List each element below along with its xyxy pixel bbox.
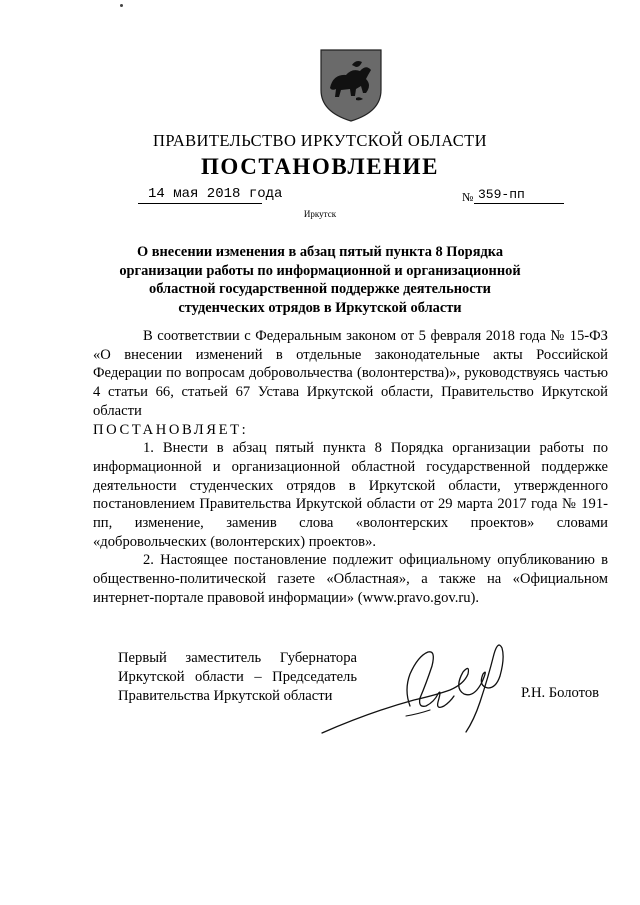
date-underline bbox=[138, 203, 262, 204]
signatory-position-line: Иркутской области – Председатель bbox=[118, 669, 357, 685]
coat-of-arms-icon bbox=[316, 44, 386, 124]
item-2-paragraph: 2. Настоящее постановление подлежит официальному опубликованию в общественно-политической газете «Областная», а также на «Официальном интернет-портале правовой информации» (www.pravo.gov.ru). bbox=[93, 552, 608, 606]
item-1-paragraph: 1. Внести в абзац пятый пункта 8 Порядка организации работы по информационной и организационной областной государственной поддержке деятельности студенческих отрядов в Иркутской области, утвержденного постановлением Правительства Иркутской области от 29 марта 2017 года № 191-пп, изменение, заменив слова «волонтерских проектов» словами «добровольческих (волонтерских) проектов». bbox=[93, 440, 608, 550]
document-heading: О внесении изменения в абзац пятый пункта 8 Порядка организации работы по информационной и организационной областной государственной поддержке деятельности студенческих отрядов в Иркутской области bbox=[119, 244, 521, 316]
document-date: 14 мая 2018 года bbox=[148, 186, 283, 202]
handwritten-signature bbox=[318, 636, 510, 738]
document-number: 359-пп bbox=[478, 187, 525, 202]
preamble-paragraph: В соответствии с Федеральным законом от 5 февраля 2018 года № 15-ФЗ «О внесении изменений в отдельные законодательные акты Российской Федерации по вопросам добровольчества (волонтерства)», руководствуясь частью 4 статьи 66, статьей 67 Устава Иркутской области, Правительство Иркутской области bbox=[93, 328, 608, 419]
document-type: ПОСТАНОВЛЕНИЕ bbox=[200, 154, 440, 179]
number-sign: № bbox=[462, 190, 474, 204]
document-city: Иркутск bbox=[303, 209, 337, 219]
resolves-label: ПОСТАНОВЛЯЕТ: bbox=[93, 421, 249, 438]
document-body bbox=[93, 327, 608, 608]
organization-title: ПРАВИТЕЛЬСТВО ИРКУТСКОЙ ОБЛАСТИ bbox=[153, 131, 487, 150]
signatory-name: Р.Н. Болотов bbox=[521, 685, 600, 701]
signatory-position-line: Правительства Иркутской области bbox=[118, 688, 333, 704]
signatory-position-line: Первый заместитель Губернатора bbox=[118, 650, 357, 666]
number-underline bbox=[474, 203, 564, 204]
scan-artifact bbox=[120, 4, 123, 7]
